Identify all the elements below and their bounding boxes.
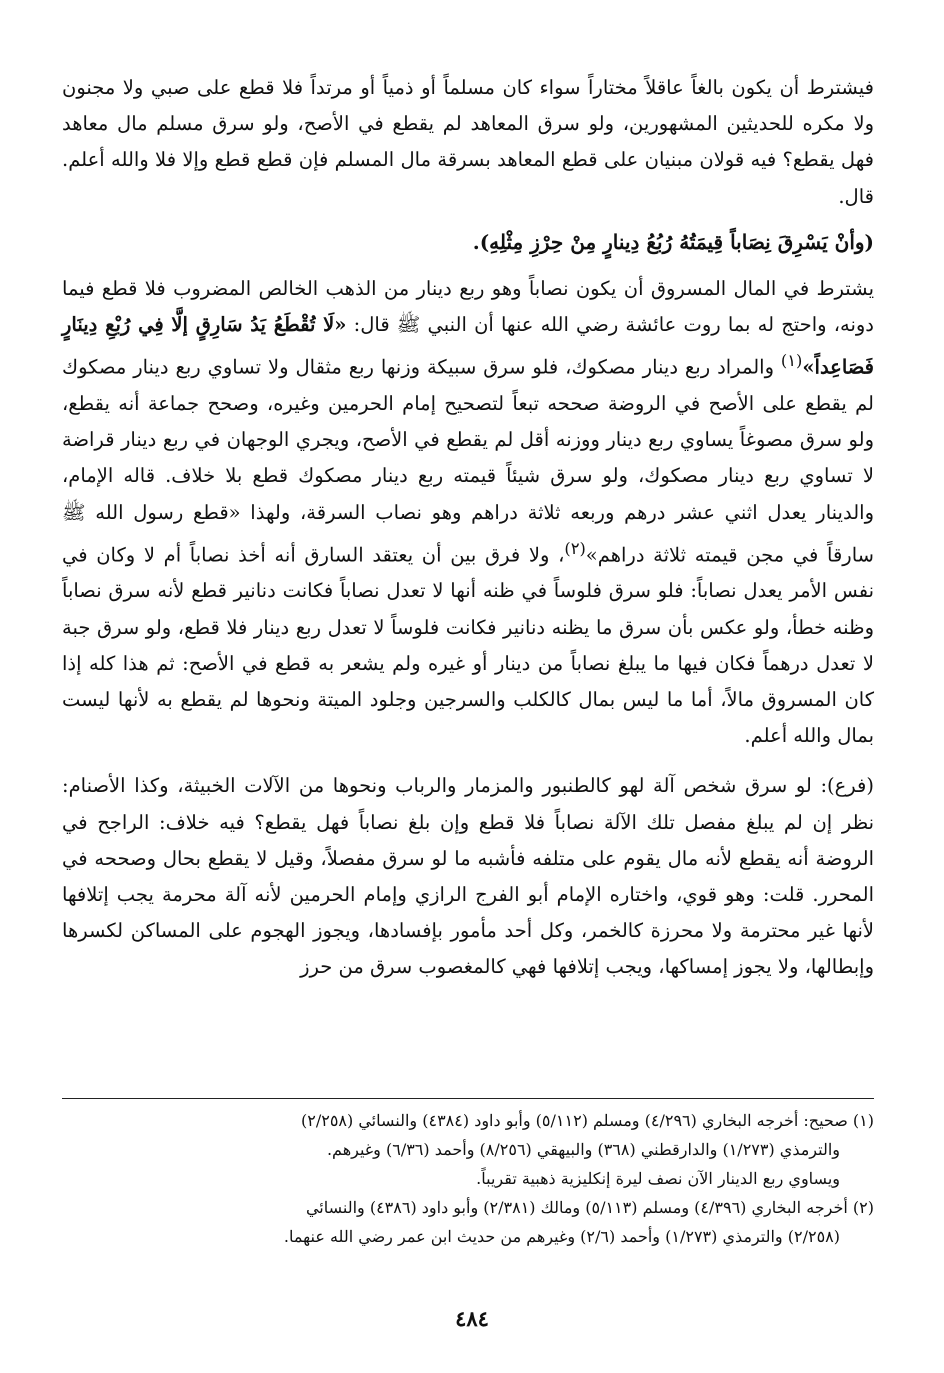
paragraph-far-text: لو سرق شخص آلة لهو كالطنبور والمزمار والرباب ونحوها من الآلات الخبيثة، وكذا الأصنام: نظر إن لم يبلغ مفصل تلك الآلة نصاباً فلا قطع وإن بلغ نصاباً فهل يقطع؟ فيه خلاف: الراجح في الروضة أنه يقطع لأنه مال يقوم على متلفه فأشبه ما لو سرق مفصلاً، وقيل لا يقطع بحال وصححه في المحرر. قلت: وهو قوي، واختاره الإمام أبو الفرج الرازي وإمام الحرمين لأنه آلة محرمة يجب إتلافها لأنها غير محترمة ولا محرزة كالخمر، وكل أحد مأمور بإفسادها، ويجوز الهجوم على المساكن لكسرها وإبطالها، ولا يجوز إمساكها، ويجب إتلافها فهي كالمغصوب سرق من حرز [62,774,875,979]
footnote-ref-1: (١) [780,351,803,371]
footnote-1-line-2: والترمذي (١/٢٧٣) والدارقطني (٣٦٨) والبيهقي (٨/٢٥٦) وأحمد (٦/٣٦) وغيرهم. [326,1140,840,1159]
footnotes [62,1106,874,1251]
far-label: (فرع): [820,774,874,798]
page-number: ٤٨٤ [455,1306,489,1331]
paragraph-nisab-text-c: ، ولا فرق بين أن يعتقد السارق أنه أخذ نصاباً أم لا وكان في نفس الأمر يعدل نصاباً: فلو سرق فلوساً في ظنه أنها لا تعدل نصاباً فكانت دنانير قطع لأنه سرق نصاباً وظنه خطأ، ولو عكس بأن سرق ما يظنه دنانير فكانت فلوساً لا تعدل ربع دينار فلا قطع، ولو سرق جبة لا تعدل درهماً فكان فيها ما يبلغ نصاباً من دينار أو غيره ولم يشعر به قطع في الأصح: ثم هذا كله إذا كان المسروق مالاً، أما ما ليس بمال كالكلب والسرجين وجلود الميتة ونحوها لم يقطع به لأنها ليست بمال والله أعلم. [62,543,874,748]
matn-quote: (وأنْ يَسْرِقَ نِصَاباً قِيمَتُهُ رُبُعُ دِينارٍ مِنْ حِرْزِ مِثْلِهِ). [472,229,874,254]
paragraph-nisab-text-a: يشترط في المال المسروق أن يكون نصاباً وهو ربع دينار من الذهب الخالص المضروب فلا قطع فيما دونه، واحتج له بما روت عائشة رضي الله عنها أن النبي ﷺ قال: [62,276,874,337]
paragraph-conditions-of-thief: فيشترط أن يكون بالغاً عاقلاً مختاراً سواء كان مسلماً أو ذمياً أو مرتداً فلا قطع على صبي ولا مجنون ولا مكره للحديثين المشهورين، ولو سرق المعاهد لم يقطع في الأصح، ولو سرق مسلم مال معاهد فهل يقطع؟ فيه قولان مبنيان على قطع المعاهد بسرقة مال المسلم فإن قطع قطع وإلا فلا والله أعلم. قال. [62,76,874,208]
footnote-2-line-1: (٢) أخرجه البخاري (٤/٣٩٦) ومسلم (٥/١١٣) ومالك (٢/٣٨١) وأبو داود (٤٣٨٦) والنسائي [305,1198,874,1217]
paragraph-far [62,768,874,985]
footnote-separator [62,1098,874,1099]
hadith-quote: «لَا تُقْطَعُ يَدُ سَارِقٍ إلَّا فِي رُبْعِ دِينَارٍ فَصَاعِداً» [62,313,874,379]
footnote-1-line-3: ويساوي ربع الدينار الآن نصف ليرة إنكليزية ذهبية تقريباً. [476,1169,840,1188]
paragraph-gap [62,754,874,768]
footnote-1-line-1: (١) صحيح: أخرجه البخاري (٤/٢٩٦) ومسلم (٥/١١٢) وأبو داود (٤٣٨٤) والنسائي (٢/٢٥٨) [301,1111,874,1130]
page-body [62,70,874,986]
footnote-ref-2: (٢) [564,538,586,558]
paragraph-nisab [62,271,874,755]
paragraph-nisab-text-b: والمراد ربع دينار مصكوك، فلو سرق سبيكة وزنها ربع مثقال ولا تساوي ربع دينار مصكوك لم يقطع على الأصح في الروضة صححه تبعاً لتصحيح إمام الحرمين وغيره، وصحح جماعة أنه يقطع، ولو سرق مصوغاً يساوي ربع دينار ووزنه أقل لم يقطع في الأصح، ويجري الوجهان في ربع دينار قراضة لا تساوي ربع دينار مصكوك، ولو سرق شيئاً قيمته ربع دينار مصكوك قطع بلا خلاف. قاله الإمام، والدينار يعدل اثني عشر درهم وربعه ثلاثة دراهم وهو نصاب السرقة، ولهذا «قطع رسول الله ﷺ سارقاً في مجن قيمته ثلاثة دراهم» [62,355,874,567]
footnote-2-line-2: (٢/٢٥٨) والترمذي (١/٢٧٣) وأحمد (٢/٦) وغيرهم من حديث ابن عمر رضي الله عنهما. [283,1227,840,1246]
